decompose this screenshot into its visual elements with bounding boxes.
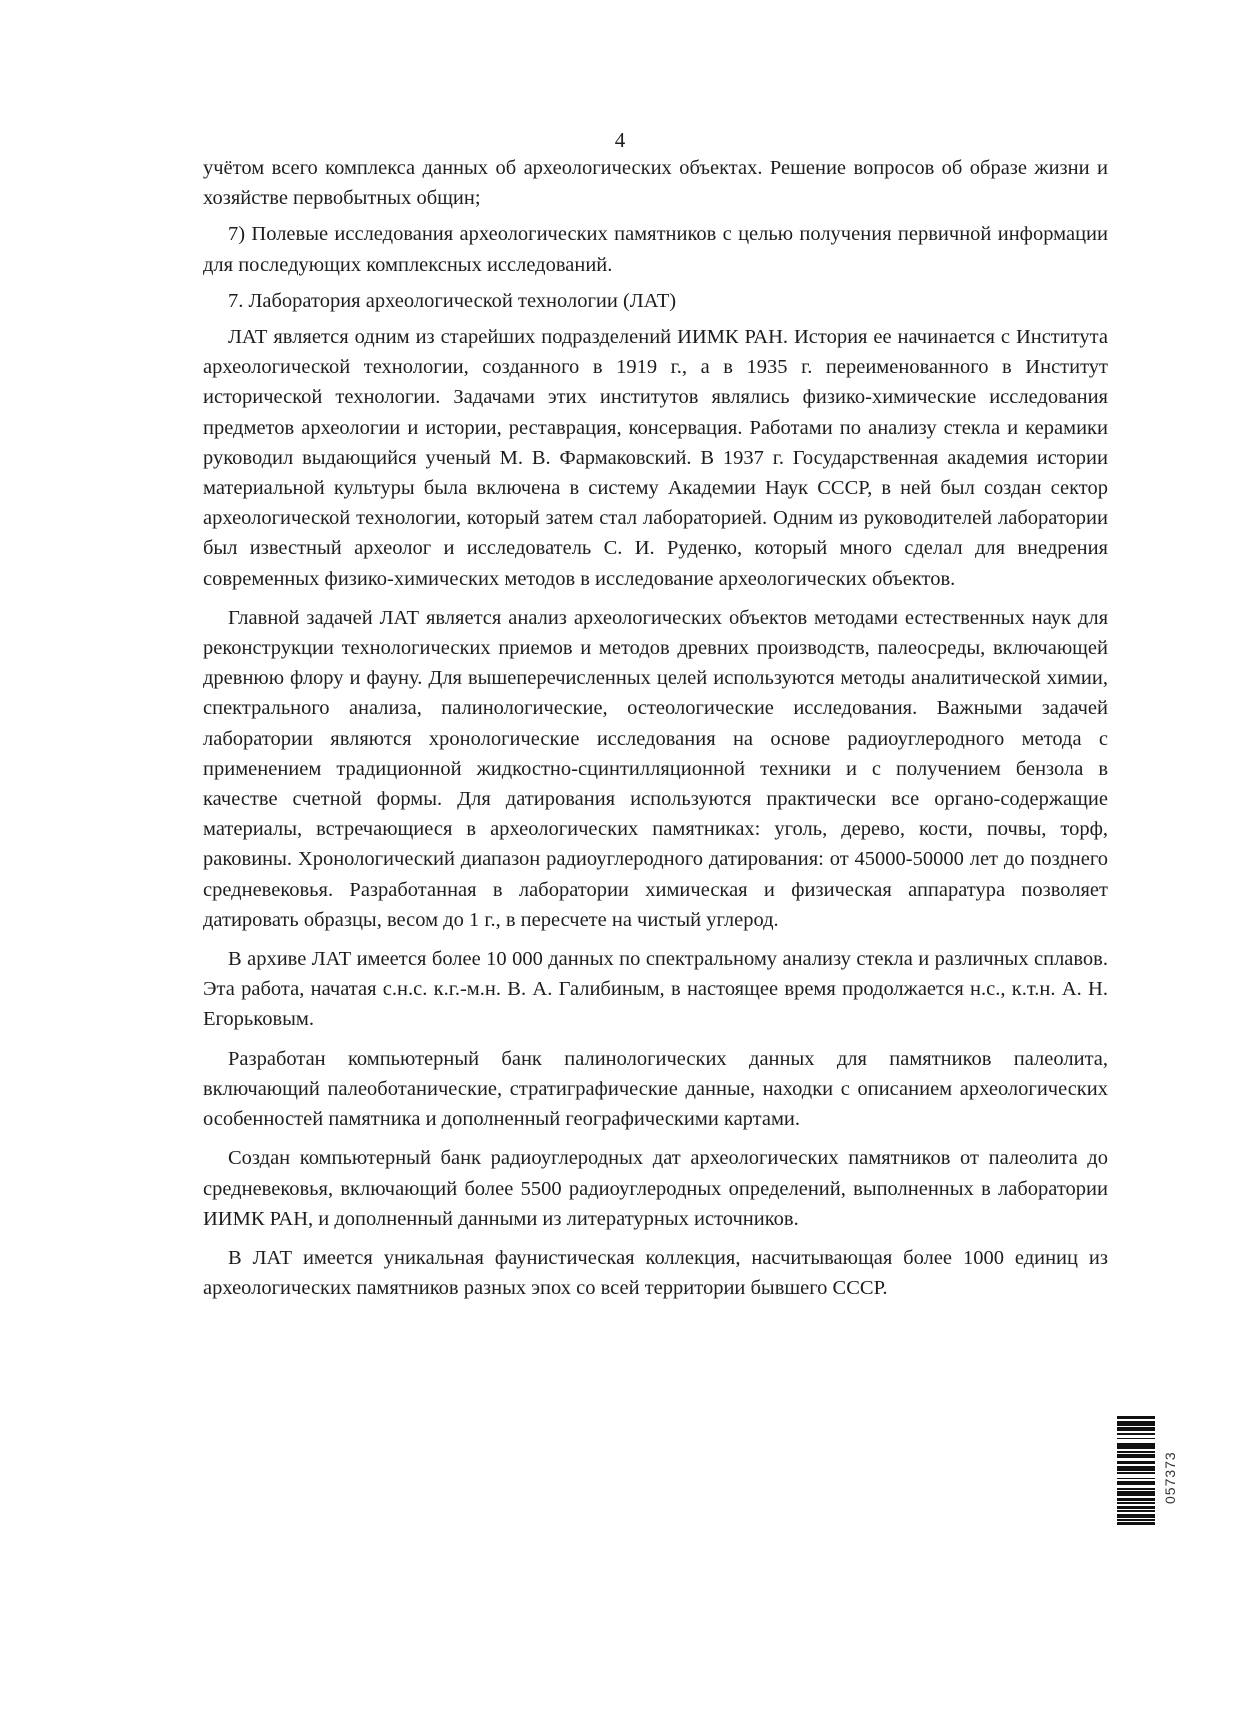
page-number: 4: [614, 128, 626, 152]
paragraph-history: ЛАТ является одним из старейших подразделений ИИМК РАН. История ее начинается с Института археологической технологии, созданного в 1919 г., а в 1935 г. переименованного в Институт исторической технологии. Задачами этих институтов являлись физико-химические исследования предметов археологии и истории, реставрация, консервация. Работами по анализу стекла и керамики руководил выдающийся ученый М. В. Фармаковский. В 1937 г. Государственная академия истории материальной культуры была включена в систему Академии Наук СССР, в ней был создан сектор археологической технологии, который затем стал лабораторией. Одним из руководителей лаборатории был известный археолог и исследователь С. И. Руденко, который много сделал для внедрения современных физико-химических методов в исследование археологических объектов.: [203, 326, 1108, 590]
section-heading: 7. Лаборатория археологической технологии (ЛАТ): [228, 289, 677, 312]
paragraph-radiocarbon-bank: Создан компьютерный банк радиоуглеродных дат археологических памятников от палеолита до средневековья, включающий более 5500 радиоуглеродных определений, выполненных в лаборатории ИИМК РАН, и дополненный данными из литературных источников.: [203, 1147, 1108, 1230]
paragraph-archive: В архиве ЛАТ имеется более 10 000 данных по спектральному анализу стекла и различных сплавов. Эта работа, начатая с.н.с. к.г.-м.н. В. А. Галибиным, в настоящее время продолжается н.с., к.т.н. А. Н. Егорьковым.: [203, 948, 1108, 1031]
document-body: [203, 153, 1108, 1303]
paragraph-palynology-bank: Разработан компьютерный банк палинологических данных для памятников палеолита, включающий палеоботанические, стратиграфические данные, находки с описанием археологических особенностей памятника и дополненный географическими картами.: [203, 1047, 1108, 1131]
paragraph-main-task: Главной задачей ЛАТ является анализ археологических объектов методами естественных наук для реконструкции технологических приемов и методов древних производств, палеосреды, включающей древнюю флору и фауну. Для вышеперечисленных целей используются методы аналитической химии, спектрального анализа, палинологические, остеологические исследования. Важными задачей лаборатории являются хронологические исследования на основе радиоуглеродного метода с применением традиционной жидкостно-сцинтилляционной техники и с получением бензола в качестве счетной формы. Для датирования используются практически все органо-содержащие материалы, встречающиеся в археологических памятниках: уголь, дерево, кости, почвы, торф, раковины. Хронологический диапазон радиоуглеродного датирования: от 45000-50000 лет до позднего средневековья. Разработанная в лаборатории химическая и физическая аппаратура позволяет датировать образцы, весом до 1 г., в пересчете на чистый углерод.: [203, 606, 1108, 931]
list-item-field-research: 7) Полевые исследования археологических памятников с целью получения первичной информации для последующих комплексных исследований.: [203, 223, 1108, 276]
paragraph-fauna-collection: В ЛАТ имеется уникальная фаунистическая коллекция, насчитывающая более 1000 единиц из археологических памятников разных эпох со всей территории бывшего СССР.: [203, 1246, 1108, 1300]
barcode-space: [1117, 1525, 1155, 1527]
barcode: [1117, 1416, 1155, 1532]
paragraph-continued: учётом всего комплекса данных об археологических объектах. Решение вопросов об образе жизни и хозяйстве первобытных общин;: [203, 157, 1108, 210]
barcode-number-text: 057373: [1162, 1451, 1178, 1504]
